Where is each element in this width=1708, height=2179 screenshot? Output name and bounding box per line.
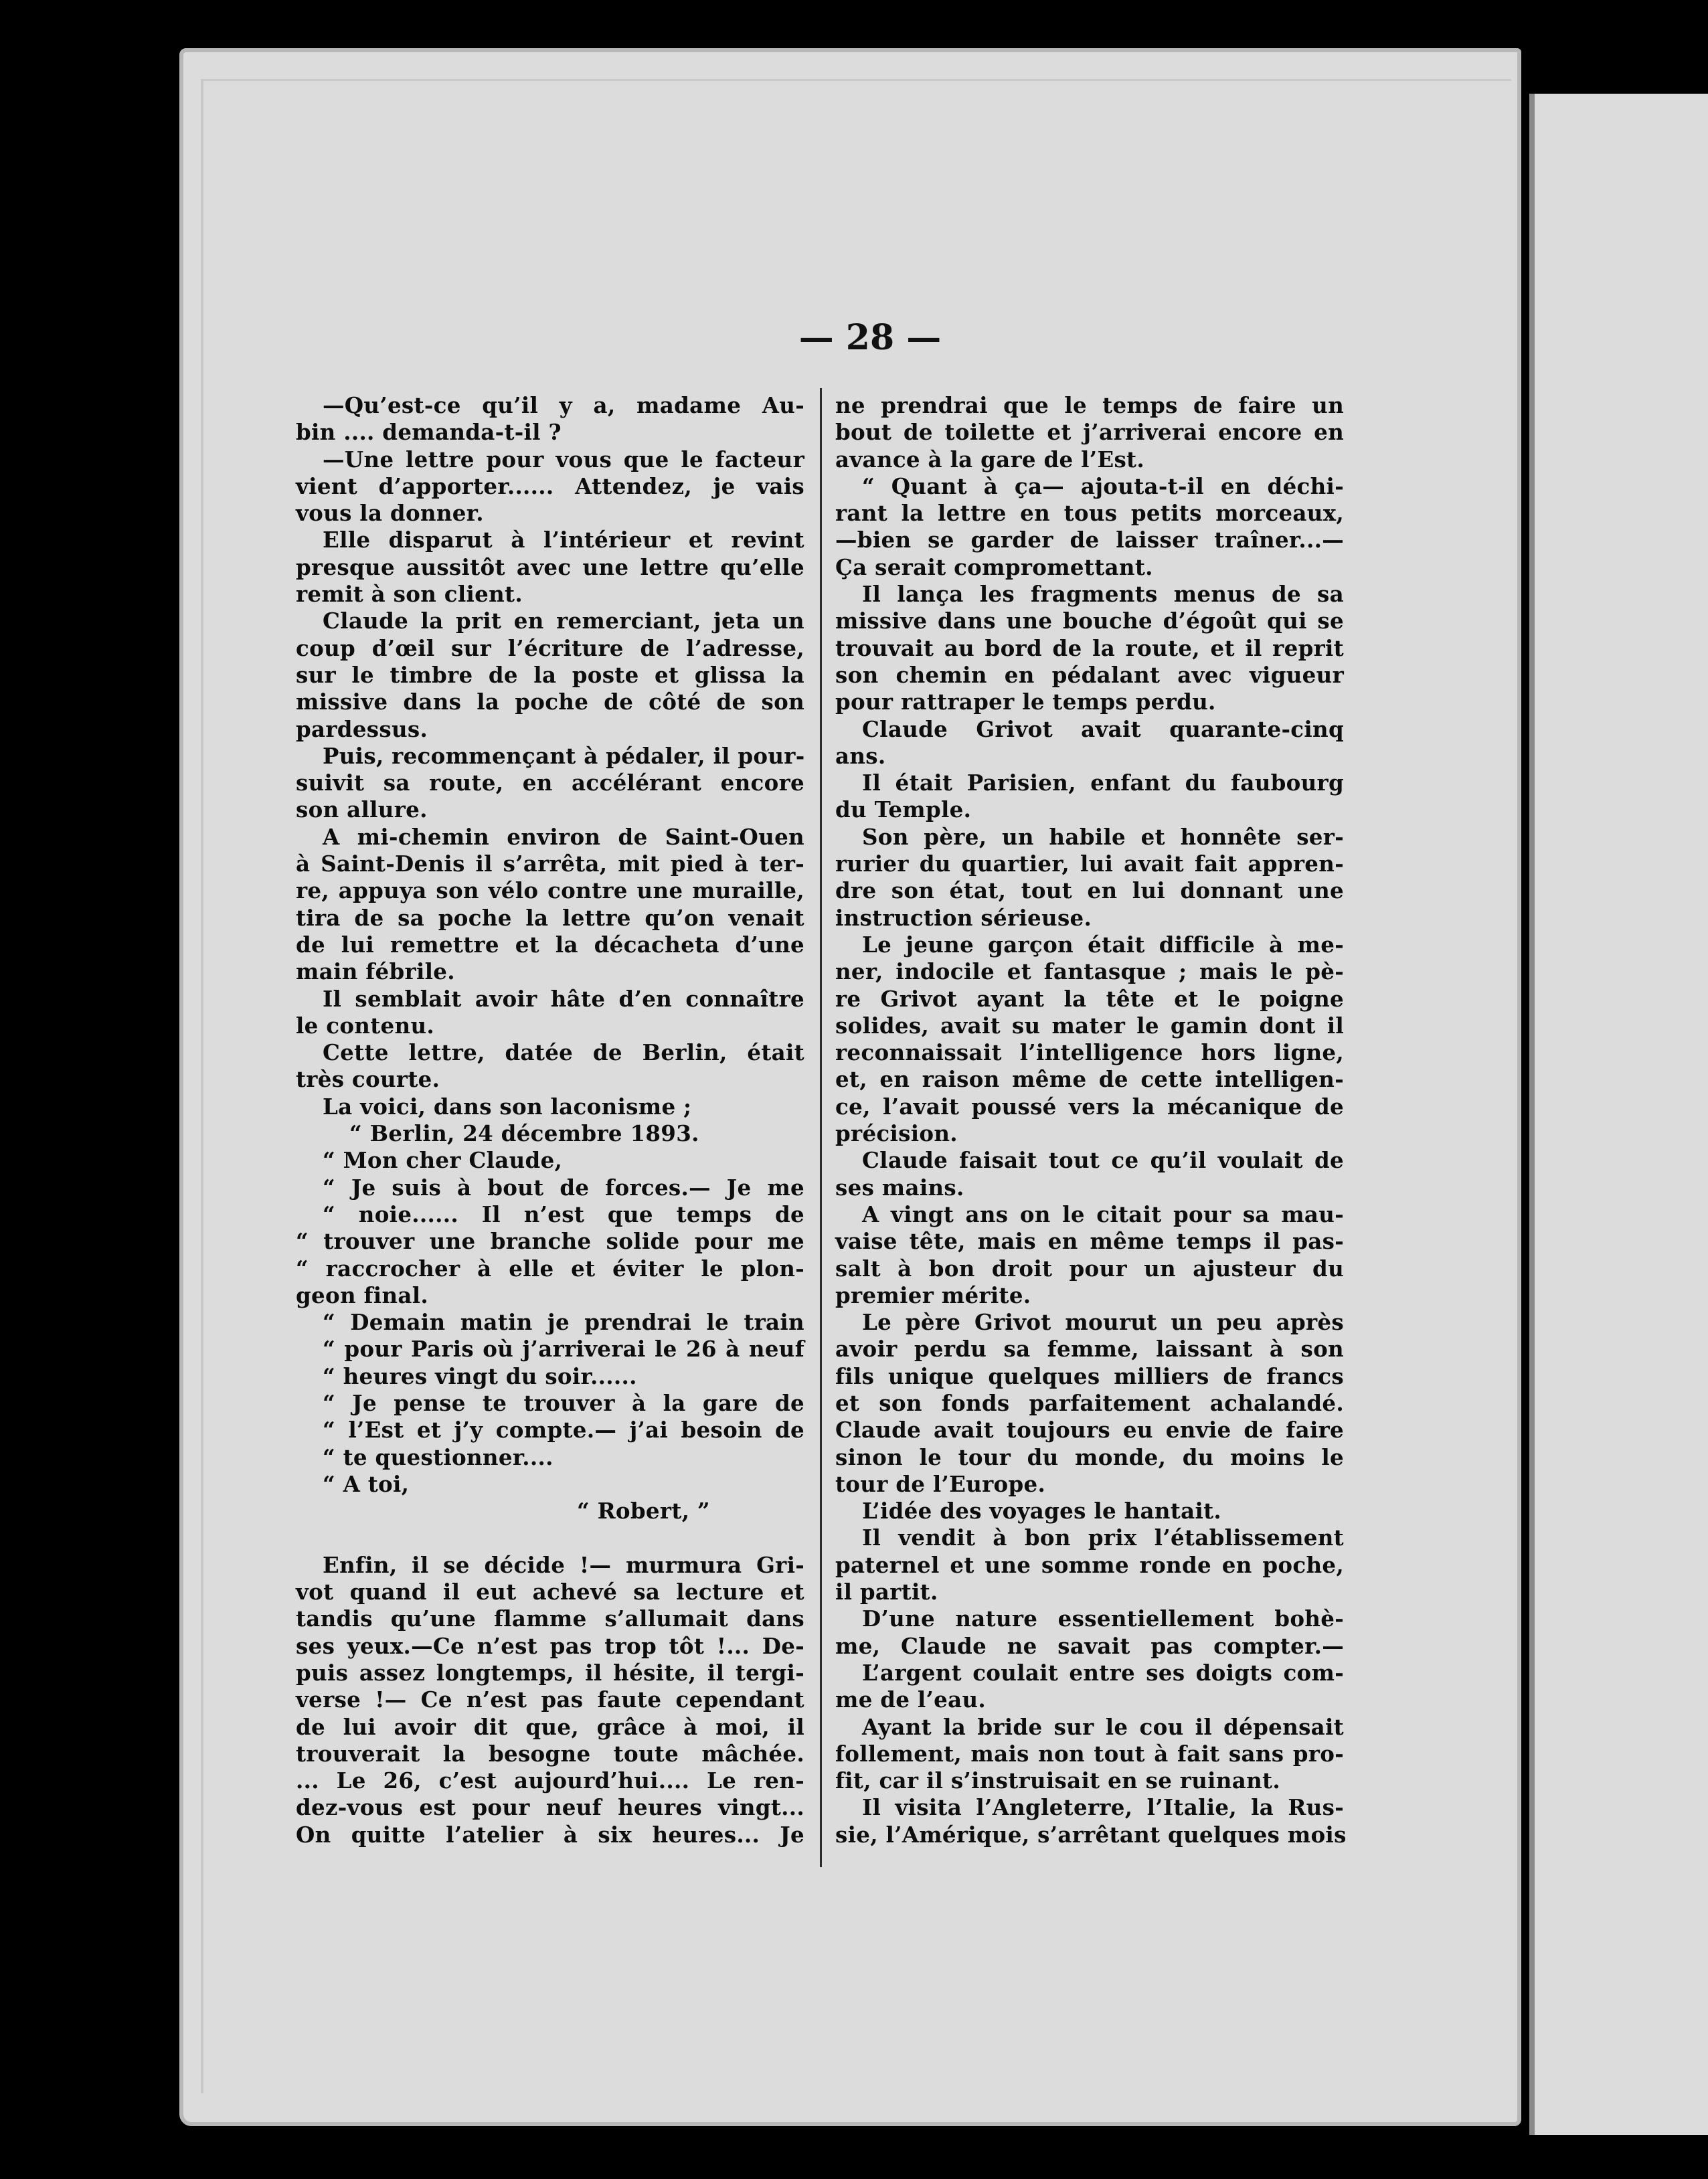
text-line: Claude Grivot avait quarante-cinq [862,715,1344,742]
text-line: ans. [835,742,886,769]
text-line: précision. [835,1120,958,1147]
text-line: Le jeune garçon était difficile à me- [862,931,1344,958]
text-line: tandis qu’une flamme s’allumait dans [296,1605,804,1632]
text-line: Son père, un habile et honnête ser- [862,823,1344,850]
text-line: —Qu’est-ce qu’il y a, madame Au- [323,392,804,418]
text-line: Il visita l’Angleterre, l’Italie, la Rus- [862,1794,1344,1821]
page-number: — 28 — [798,317,942,358]
text-line: solides, avait su mater le gamin dont il [835,1012,1344,1039]
text-line: main fébrile. [296,958,455,985]
text-line: “ Je suis à bout de forces.— Je me [323,1174,804,1201]
text-line: tira de sa poche la lettre qu’on venait [296,904,804,931]
letter-salutation: “ Mon cher Claude, [323,1147,563,1174]
text-line: missive dans la poche de côté de son [296,689,804,715]
text-line: rurier du quartier, lui avait fait appren- [835,851,1344,877]
blank-line [296,1524,804,1551]
text-line: tour de l’Europe. [835,1470,1046,1497]
text-line: ner, indocile et fantasque ; mais le pè- [835,958,1344,985]
text-line: sie, l’Amérique, s’arrêtant quelques mois [835,1821,1347,1848]
text-line: fit, car il s’instruisait en se ruinant. [835,1767,1280,1794]
text-line: dez-vous est pour neuf heures vingt... [296,1794,804,1821]
text-line: Le père Grivot mourut un peu après [862,1309,1344,1336]
text-line: ce, l’avait poussé vers la mécanique de [835,1093,1344,1120]
text-line: Cette lettre, datée de Berlin, était [323,1039,804,1066]
text-line: L’argent coulait entre ses doigts com- [862,1659,1344,1686]
text-line: Il semblait avoir hâte d’en connaître [323,985,804,1012]
text-line: “ noie...... Il n’est que temps de [323,1201,804,1227]
text-line: premier mérite. [835,1282,1031,1308]
left-text-column [296,392,804,1848]
text-line: presque aussitôt avec une lettre qu’elle [296,553,804,580]
text-line: instruction sérieuse. [835,904,1092,931]
text-line: avoir perdu sa femme, laissant à son [835,1336,1344,1363]
text-line: me de l’eau. [835,1686,987,1713]
text-line: Claude avait toujours eu envie de faire [835,1417,1344,1444]
right-text-column [835,392,1347,1848]
text-line: vient d’apporter...... Attendez, je vais [296,472,804,499]
text-line: Ayant la bride sur le cou il dépensait [862,1713,1344,1740]
text-line: du Temple. [835,796,972,823]
text-line: Ça serait compromettant. [835,553,1153,580]
text-line: trouverait la besogne toute mâchée. [296,1740,804,1767]
text-line: pardessus. [296,715,428,742]
text-line: vaise tête, mais en même temps il pas- [835,1228,1344,1255]
text-line: coup d’œil sur l’écriture de l’adresse, [296,634,804,661]
letter-dateline: “ Berlin, 24 décembre 1893. [349,1120,699,1147]
text-line: “ Je pense te trouver à la gare de [323,1389,804,1416]
text-line: de lui remettre et la décacheta d’une [296,931,804,958]
letter-signature: “ Robert, ” [577,1498,710,1524]
text-line: vous la donner. [296,500,484,527]
letter-closing: “ A toi, [323,1470,410,1497]
text-line: A mi-chemin environ de Saint-Ouen [323,823,804,850]
text-line: avance à la gare de l’Est. [835,446,1144,472]
text-line: On quitte l’atelier à six heures... Je [296,1821,804,1848]
text-line: remit à son client. [296,581,523,608]
text-line: missive dans une bouche d’égoût qui se [835,608,1344,634]
column-divider [820,388,822,1867]
text-line: paternel et une somme ronde en poche, [835,1551,1344,1578]
text-line: de lui avoir dit que, grâce à moi, il [296,1713,804,1740]
text-line: Enfin, il se décide !— murmura Gri- [323,1551,804,1578]
text-line: et, en raison même de cette intelligen- [835,1066,1344,1093]
text-line: suivit sa route, en accélérant encore [296,770,804,796]
text-line: —bien se garder de laisser traîner...— [835,527,1344,553]
text-line: dre son état, tout en lui donnant une [835,877,1344,904]
text-line: D’une nature essentiellement bohè- [862,1605,1344,1632]
text-line: il partit. [835,1579,938,1605]
adjacent-page-edge [1529,94,1708,2135]
text-line: re, appuya son vélo contre une muraille, [296,877,804,904]
text-line: verse !— Ce n’est pas faute cependant [296,1686,804,1713]
text-line: Elle disparut à l’intérieur et revint [323,527,804,553]
text-line: ... Le 26, c’est aujourd’hui.... Le ren- [296,1767,804,1794]
text-line: “ pour Paris où j’arriverai le 26 à neuf [323,1336,804,1363]
text-line: ses yeux.—Ce n’est pas trop tôt !... De- [296,1632,804,1659]
text-line: Puis, recommençant à pédaler, il pour- [323,742,805,769]
text-line: Claude faisait tout ce qu’il voulait de [862,1147,1344,1174]
text-line: “ Demain matin je prendrai le train [323,1309,804,1336]
text-line: rant la lettre en tous petits morceaux, [835,500,1344,527]
text-line: La voici, dans son laconisme ; [323,1093,692,1120]
text-line: et son fonds parfaitement achalandé. [835,1389,1344,1416]
text-line: “ l’Est et j’y compte.— j’ai besoin de [323,1417,804,1444]
text-line: follement, mais non tout à fait sans pro- [835,1740,1344,1767]
text-line: puis assez longtemps, il hésite, il tergi- [296,1659,804,1686]
text-line: “ heures vingt du soir...... [323,1363,637,1389]
text-line: bin .... demanda-t-il ? [296,419,562,446]
text-line: Il vendit à bon prix l’établissement [862,1524,1344,1551]
text-line: trouvait au bord de la route, et il reprit [835,634,1344,661]
text-line: geon final. [296,1282,428,1308]
text-line: son allure. [296,796,428,823]
text-line: sur le timbre de la poste et glissa la [296,661,804,688]
text-line: “ te questionner.... [323,1444,553,1470]
text-line: bout de toilette et j’arriverai encore en [835,419,1344,446]
text-line: re Grivot ayant la tête et le poigne [835,985,1344,1012]
text-line: à Saint-Denis il s’arrêta, mit pied à ter- [296,851,804,877]
text-line: Claude la prit en remerciant, jeta un [323,608,804,634]
text-line: —Une lettre pour vous que le facteur [323,446,804,472]
text-line: me, Claude ne savait pas compter.— [835,1632,1344,1659]
text-line: “ Quant à ça— ajouta-t-il en déchi- [862,472,1344,499]
text-line: Il était Parisien, enfant du faubourg [862,770,1344,796]
text-line: “ raccrocher à elle et éviter le plon- [296,1255,804,1282]
text-line: salt à bon droit pour un ajusteur du [835,1255,1344,1282]
text-line: vot quand il eut achevé sa lecture et [296,1579,804,1605]
text-line: fils unique quelques milliers de francs [835,1363,1344,1389]
text-line: reconnaissait l’intelligence hors ligne, [835,1039,1344,1066]
text-line: son chemin en pédalant avec vigueur [835,661,1344,688]
text-line: A vingt ans on le citait pour sa mau- [862,1201,1344,1227]
text-line: très courte. [296,1066,440,1093]
text-line: le contenu. [296,1012,434,1039]
text-line: L’idée des voyages le hantait. [862,1498,1222,1524]
text-line: ne prendrai que le temps de faire un [835,392,1344,418]
text-line: ses mains. [835,1174,964,1201]
text-line: pour rattraper le temps perdu. [835,689,1216,715]
text-line: sinon le tour du monde, du moins le [835,1444,1344,1470]
text-line: “ trouver une branche solide pour me [296,1228,804,1255]
text-line: Il lança les fragments menus de sa [862,581,1344,608]
